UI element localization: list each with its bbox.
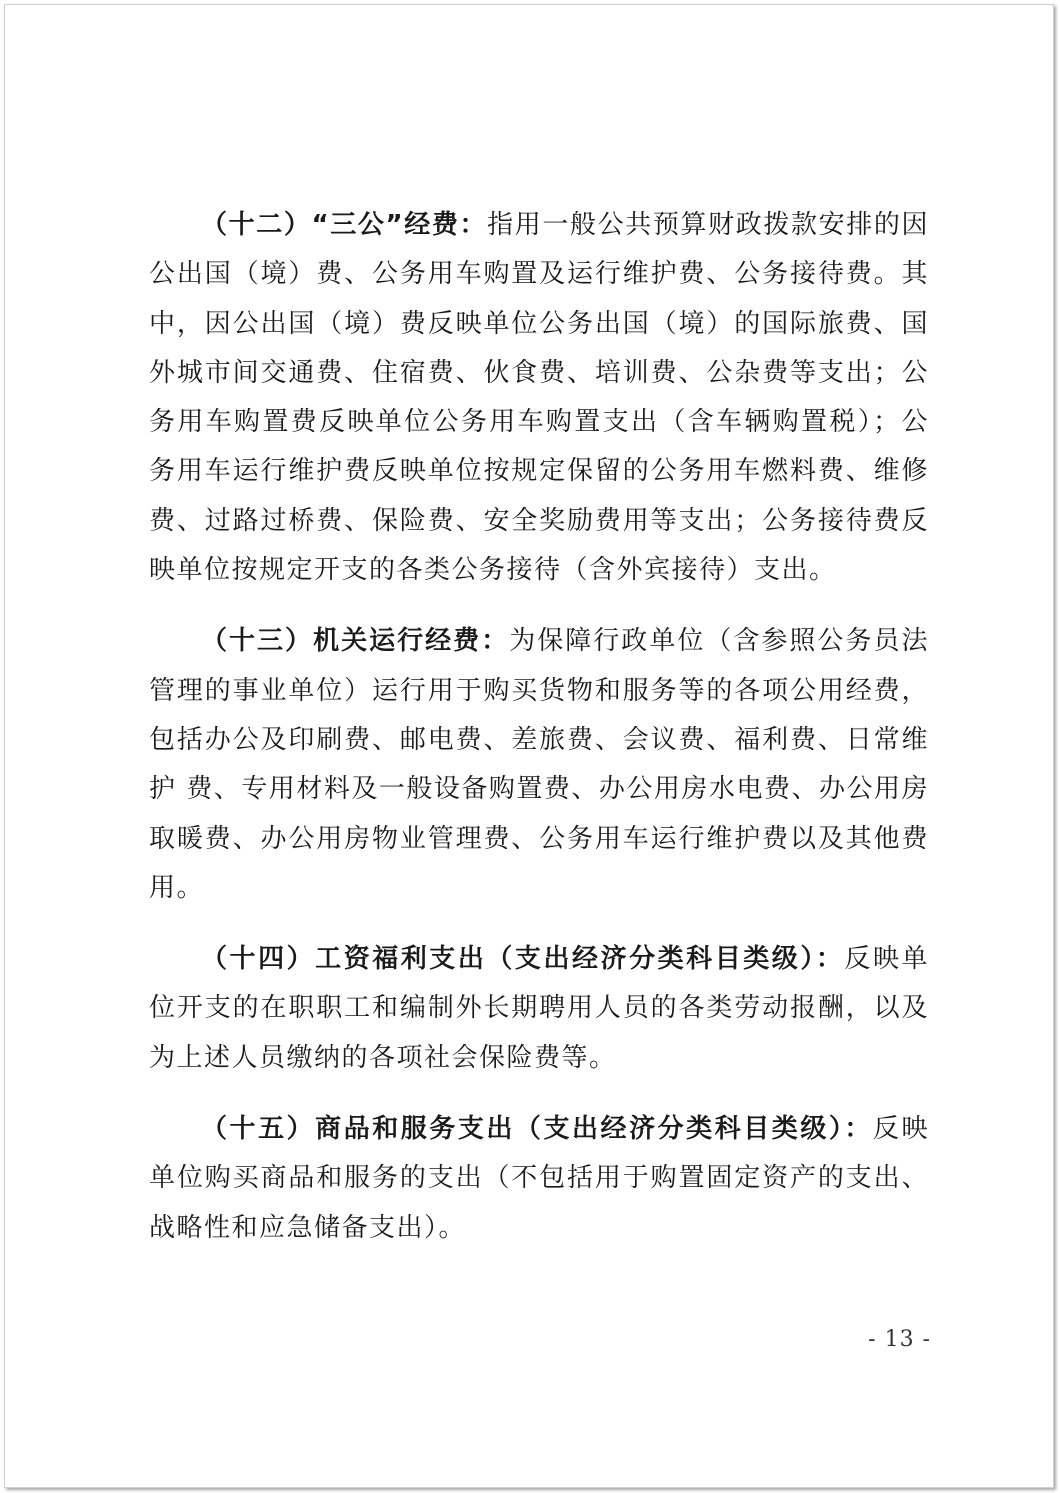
paragraph-wages-welfare <box>149 935 929 1083</box>
paragraph-sangong-expenses <box>149 201 929 595</box>
paragraph-text: 反映单位开支的在职职工和编制外长期聘用人员的各类劳动报酬，以及为上述人员缴纳的各项社会保险费等。 <box>149 944 929 1073</box>
paragraph-agency-operating-expenses <box>149 617 929 913</box>
document-page <box>4 4 1054 1488</box>
document-body <box>149 201 929 1253</box>
paragraph-goods-services <box>149 1105 929 1253</box>
paragraph-heading: （十四）工资福利支出（支出经济分类科目类级）： <box>201 944 845 975</box>
paragraph-text: 反映单位购买商品和服务的支出（不包括用于购置固定资产的支出、战略性和应急储备支出）。 <box>149 1114 929 1243</box>
paragraph-text: 指用一般公共预算财政拨款安排的因公出国（境）费、公务用车购置及运行维护费、公务接待费。其中，因公出国（境）费反映单位公务出国（境）的国际旅费、国外城市间交通费、住宿费、伙食费、培训费、公杂费等支出；公务用车购置费反映单位公务用车购置支出（含车辆购置税）；公务用车运行维护费反映单位按规定保留的公务用车燃料费、维修费、过路过桥费、保险费、安全奖励费用等支出；公务接待费反映单位按规定开支的各类公务接待（含外宾接待）支出。 <box>149 210 929 586</box>
paragraph-heading: （十三）机关运行经费： <box>201 626 510 657</box>
page-number: - 13 - <box>868 1327 931 1352</box>
paragraph-text: 为保障行政单位（含参照公务员法管理的事业单位）运行用于购买货物和服务等的各项公用经费，包括办公及印刷费、邮电费、差旅费、会议费、福利费、日常维护 费、专用材料及一般设备购置费、办公用房水电费、办公用房取暖费、办公用房物业管理费、公务用车运行维护费以及其他费用。 <box>149 626 929 903</box>
paragraph-heading: （十二）“三公”经费： <box>201 210 488 240</box>
paragraph-heading: （十五）商品和服务支出（支出经济分类科目类级）： <box>201 1114 873 1145</box>
